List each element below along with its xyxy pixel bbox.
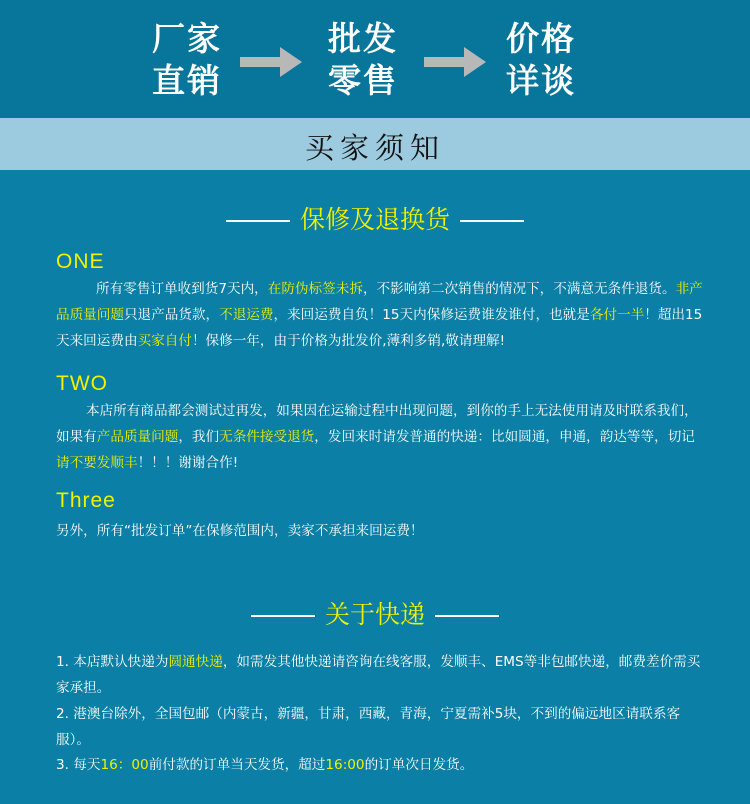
- text: 的订单次日发货。: [364, 757, 474, 773]
- paragraph-three: [56, 518, 704, 544]
- step-price-negotiable: [506, 18, 576, 102]
- express-item-2: [56, 701, 704, 753]
- highlight: 16:00: [325, 757, 365, 773]
- highlight: 在防伪标签未拆: [267, 281, 363, 297]
- highlight: 16：00: [100, 757, 149, 773]
- text: ！超出15天来回运费由: [56, 307, 703, 349]
- text: 3. 每天: [56, 757, 101, 773]
- highlight: 各付一半: [589, 307, 645, 323]
- paragraph-two: [56, 398, 704, 476]
- express-item-3: [56, 752, 704, 778]
- highlight: 请不要发顺丰: [56, 455, 138, 471]
- notice-bar: [0, 118, 750, 170]
- text: ，来回运费自负！15天内保修运费谁发谁付，也就是: [273, 307, 590, 323]
- paragraph-one: [56, 276, 704, 354]
- text: ，如需发其他快递请咨询在线客服，发顺丰、EMS等非包邮快递，邮费差价需买家承担。: [56, 654, 701, 696]
- text: ，我们: [178, 429, 220, 445]
- text: 2. 港澳台除外，全国包邮（内蒙古，新疆，甘肃，西藏，青海，宁夏需补5块，不到的偏远地区请联系客服）。: [56, 706, 681, 748]
- divider: [226, 220, 290, 222]
- express-item-1: [56, 649, 704, 701]
- arrow-right-icon: [240, 47, 302, 77]
- text: ！保修一年，由于价格为批发价,薄利多销,敬请理解!: [191, 333, 506, 349]
- highlight: 非产品质量问题: [56, 281, 703, 323]
- highlight: 圆通快递: [168, 654, 223, 670]
- text: 前付款的订单当天发货，超过: [148, 757, 326, 773]
- step-factory-direct: [152, 18, 222, 102]
- express-title-text: 关于快递: [324, 600, 425, 629]
- label-two: TWO: [56, 372, 108, 395]
- express-section-title: [0, 595, 750, 631]
- arrow-right-icon: [424, 47, 486, 77]
- text: 所有零售订单收到货7天内，: [96, 281, 268, 297]
- warranty-section-title: [0, 200, 750, 236]
- process-banner: [0, 0, 750, 118]
- highlight: 买家自付: [137, 333, 192, 349]
- label-three: Three: [56, 489, 116, 512]
- highlight: 不退运费: [219, 307, 274, 323]
- divider: [435, 615, 499, 617]
- step-line: 厂家: [152, 19, 222, 58]
- text: 只退产品货款，: [123, 307, 220, 323]
- text: ，不影响第二次销售的情况下，不满意无条件退货。: [362, 281, 676, 297]
- label-one: ONE: [56, 250, 105, 273]
- text: ，发回来时请发普通的快递：比如圆通，申通，韵达等等，切记: [314, 429, 695, 445]
- divider: [251, 615, 315, 617]
- notice-title: 买家须知: [304, 131, 445, 165]
- step-line: 零售: [328, 61, 398, 100]
- step-line: 价格: [506, 19, 576, 58]
- step-line: 直销: [152, 61, 222, 100]
- warranty-title-text: 保修及退换货: [299, 205, 450, 234]
- text: 1. 本店默认快递为: [56, 654, 169, 670]
- step-wholesale-retail: [328, 18, 398, 102]
- text: ！！！谢谢合作!: [137, 455, 239, 471]
- step-line: 批发: [328, 19, 398, 58]
- highlight: 产品质量问题: [96, 429, 179, 445]
- text: 另外，所有“批发订单”在保修范围内，卖家不承担来回运费！: [56, 523, 424, 539]
- divider: [460, 220, 524, 222]
- highlight: 无条件接受退货: [219, 429, 315, 445]
- step-line: 详谈: [506, 61, 576, 100]
- text: 本店所有商品都会测试过再发，如果因在运输过程中出现问题，到你的手上无法使用请及时联系我们，如果有: [56, 403, 698, 445]
